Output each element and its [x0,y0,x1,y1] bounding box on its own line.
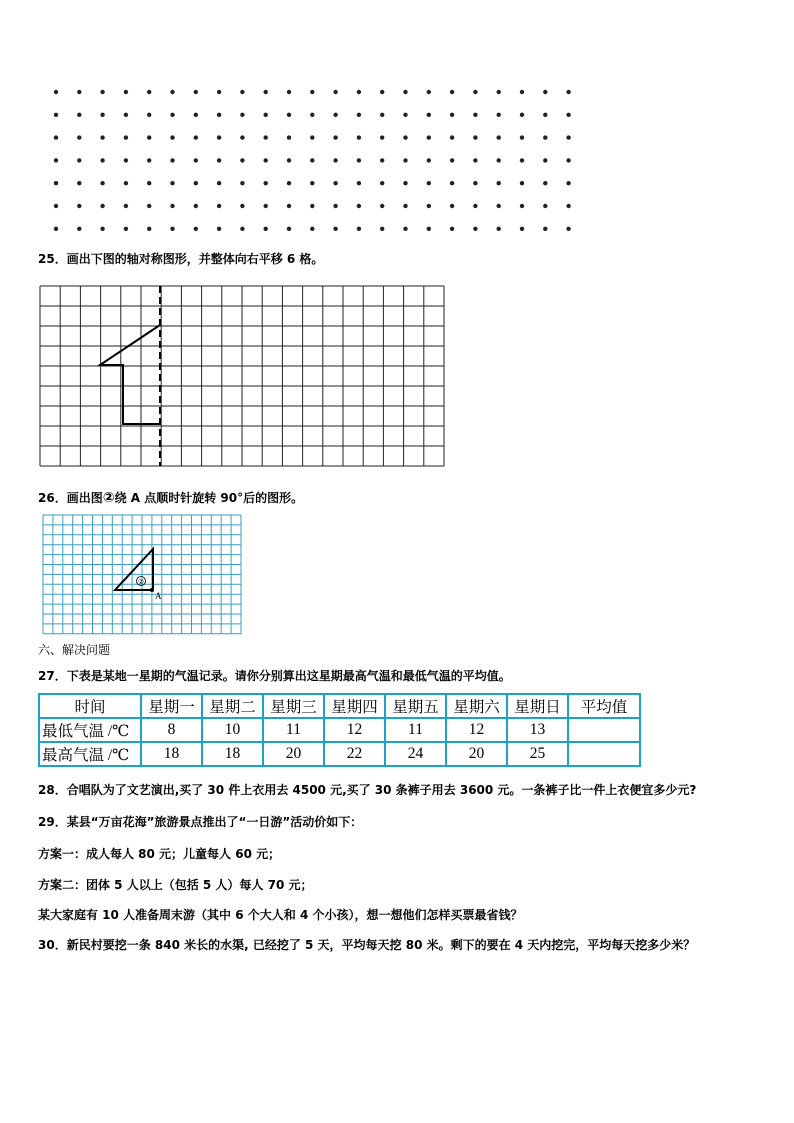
table-cell: 25 [507,742,568,766]
grid-dot [240,181,244,185]
table-cell: 12 [324,718,385,742]
grid-dot [473,181,477,185]
grid-dot [520,227,524,231]
table-cell: 18 [141,742,202,766]
grid-q26 [42,514,244,638]
grid-dot [54,158,58,162]
point-a [150,588,154,592]
grid-dot [543,181,547,185]
grid-dot [310,113,314,117]
table-cell: 13 [507,718,568,742]
grid-dot [264,90,268,94]
grid-dot [147,90,151,94]
grid-dot [473,204,477,208]
grid-dot [520,204,524,208]
grid-dot [566,90,570,94]
grid-dot [170,158,174,162]
grid-dot [100,227,104,231]
grid-dot [450,227,454,231]
figure-shape [100,325,160,424]
grid-dot [264,227,268,231]
grid-dot [310,90,314,94]
header-cell: 星期五 [385,694,446,718]
grid-dot [543,158,547,162]
grid-dot [497,181,501,185]
grid-dot [543,90,547,94]
grid-dot [450,204,454,208]
grid-dot [310,227,314,231]
grid-dot [287,204,291,208]
grid-dot [194,90,198,94]
table-row [39,742,640,766]
grid-q26-lines [43,515,241,634]
table-cell [568,718,640,742]
grid-dot [77,181,81,185]
grid-dot [333,181,337,185]
grid-dot [357,227,361,231]
grid-dot [170,181,174,185]
grid-dot [497,204,501,208]
grid-dot [403,135,407,139]
grid-dot [124,181,128,185]
grid-dot [217,204,221,208]
grid-dot [497,158,501,162]
grid-dot [450,113,454,117]
grid-dot [380,90,384,94]
header-cell: 星期一 [141,694,202,718]
section-title: 六、解决问题 [38,643,111,657]
grid-dot [473,90,477,94]
grid-dot [240,113,244,117]
grid-dot [566,135,570,139]
grid-dot [333,113,337,117]
grid-dot [54,181,58,185]
grid-dot [473,227,477,231]
grid-dot [520,90,524,94]
question-29-ask: 某大家庭有 10 人准备周末游（其中 6 个大人和 4 个小孩），想一想他们怎样买票最省钱？ [38,908,523,922]
grid-dot [124,204,128,208]
grid-dot [520,181,524,185]
question-27: 27．下表是某地一星期的气温记录。请你分别算出这星期最高气温和最低气温的平均值。 [38,669,511,683]
dot-grid [40,80,585,240]
grid-dot [403,181,407,185]
grid-dot [566,181,570,185]
table-cell: 24 [385,742,446,766]
grid-dot [54,204,58,208]
grid-dot [264,113,268,117]
grid-dot [124,113,128,117]
grid-dot [380,181,384,185]
grid-dot [333,90,337,94]
grid-dot [310,181,314,185]
grid-dot [264,181,268,185]
grid-dot [77,113,81,117]
grid-dot [54,90,58,94]
grid-dot [194,135,198,139]
grid-dot [450,90,454,94]
header-cell: 时间 [39,694,141,718]
grid-q25 [38,284,450,468]
row-label: 最低气温 /℃ [39,718,141,742]
grid-dot [194,204,198,208]
table-row [39,718,640,742]
grid-dot [497,227,501,231]
grid-dot [333,204,337,208]
grid-dot [124,227,128,231]
table-header-row [39,694,640,718]
grid-dot [310,135,314,139]
grid-dot [264,204,268,208]
grid-dot [100,204,104,208]
grid-dot [543,227,547,231]
grid-dot [520,135,524,139]
grid-dot [147,227,151,231]
grid-dot [473,135,477,139]
grid-dot [147,181,151,185]
grid-dot [124,135,128,139]
grid-dot [333,135,337,139]
table-cell: 10 [202,718,263,742]
grid-dot [124,158,128,162]
grid-dot [100,135,104,139]
grid-dot [357,158,361,162]
grid-dot [427,181,431,185]
grid-dot [310,158,314,162]
grid-dot [380,204,384,208]
point-a-label: A [155,591,162,601]
grid-dot [100,181,104,185]
grid-dot [287,113,291,117]
grid-dot [403,227,407,231]
grid-dot [217,158,221,162]
grid-dot [427,113,431,117]
grid-dot [450,181,454,185]
grid-dot [380,227,384,231]
header-cell: 星期三 [263,694,324,718]
grid-dot [287,158,291,162]
grid-dot [77,135,81,139]
grid-dot [287,90,291,94]
grid-dot [287,227,291,231]
grid-dot [357,113,361,117]
grid-dot [427,158,431,162]
grid-dot [497,113,501,117]
grid-dot [194,227,198,231]
grid-dot [170,204,174,208]
table-cell [568,742,640,766]
grid-dot [77,90,81,94]
question-30: 30．新民村要挖一条 840 米长的水渠, 已经挖了 5 天，平均每天挖 80 米。剩下的要在 4 天内挖完，平均每天挖多少米？ [38,938,696,952]
grid-dot [427,227,431,231]
grid-dot [520,158,524,162]
row-label: 最高气温 /℃ [39,742,141,766]
grid-dot [333,158,337,162]
grid-dot [543,204,547,208]
table-cell: 18 [202,742,263,766]
grid-dot [147,113,151,117]
grid-dot [240,204,244,208]
grid-dot [310,204,314,208]
grid-dot [473,158,477,162]
grid-dot [77,158,81,162]
grid-dot [287,181,291,185]
grid-dot [403,113,407,117]
grid-dot [147,135,151,139]
grid-dot [566,113,570,117]
grid-dot [217,113,221,117]
grid-dot [427,204,431,208]
grid-dot [264,135,268,139]
grid-dot [194,113,198,117]
grid-dot [54,227,58,231]
grid-dot [194,181,198,185]
grid-dot [357,135,361,139]
question-26: 26．画出图②绕 A 点顺时针旋转 90°后的图形。 [38,490,304,506]
grid-dot [217,90,221,94]
grid-dot [566,204,570,208]
grid-dot [54,135,58,139]
grid-dot [217,181,221,185]
grid-dot [566,158,570,162]
grid-dot [217,227,221,231]
grid-dot [566,227,570,231]
grid-dot [240,135,244,139]
grid-dot [497,135,501,139]
grid-dot [403,90,407,94]
grid-dot [77,227,81,231]
grid-dot [543,135,547,139]
table-cell: 20 [446,742,507,766]
table-cell: 12 [446,718,507,742]
temperature-table [38,693,641,767]
table-cell: 22 [324,742,385,766]
grid-dot [357,204,361,208]
grid-dot [54,113,58,117]
grid-dot [333,227,337,231]
table-cell: 11 [385,718,446,742]
grid-dot [427,90,431,94]
header-cell: 星期日 [507,694,568,718]
header-cell: 星期六 [446,694,507,718]
header-cell: 平均值 [568,694,640,718]
grid-dot [170,113,174,117]
plan-2: 方案二：团体 5 人以上（包括 5 人）每人 70 元； [38,878,313,892]
grid-dot [240,227,244,231]
grid-dot [357,90,361,94]
grid-dot [380,135,384,139]
grid-dot [380,158,384,162]
grid-dot [170,227,174,231]
grid-dot [147,204,151,208]
grid-dot [77,204,81,208]
grid-dot [427,135,431,139]
header-cell: 星期四 [324,694,385,718]
grid-dot [194,158,198,162]
grid-dot [170,135,174,139]
circled-two: ② [102,490,115,506]
grid-dot [124,90,128,94]
table-cell: 11 [263,718,324,742]
grid-dot [240,158,244,162]
grid-dot [100,113,104,117]
grid-dot [147,158,151,162]
question-28: 28．合唱队为了文艺演出,买了 30 件上衣用去 4500 元,买了 30 条裤子用去 3600 元。一条裤子比一件上衣便宜多少元? [38,783,697,797]
table-cell: 8 [141,718,202,742]
grid-dot [380,113,384,117]
header-cell: 星期二 [202,694,263,718]
grid-dot [497,90,501,94]
grid-dot [240,90,244,94]
plan-1: 方案一：成人每人 80 元；儿童每人 60 元； [38,847,281,861]
grid-dot [100,90,104,94]
grid-dot [520,113,524,117]
grid-dot [543,113,547,117]
grid-dot [473,113,477,117]
table-cell: 20 [263,742,324,766]
grid-dot [100,158,104,162]
triangle-label: ② [137,578,145,586]
grid-dot [264,158,268,162]
question-25: 25．画出下图的轴对称图形，并整体向右平移 6 格。 [38,252,324,266]
question-29: 29．某县“万亩花海”旅游景点推出了“一日游”活动价如下： [38,815,363,829]
grid-dot [170,90,174,94]
grid-q25-lines [40,286,444,466]
grid-dot [357,181,361,185]
grid-dot [287,135,291,139]
grid-dot [403,204,407,208]
grid-dot [450,158,454,162]
grid-dot [217,135,221,139]
grid-dot [403,158,407,162]
grid-dot [450,135,454,139]
